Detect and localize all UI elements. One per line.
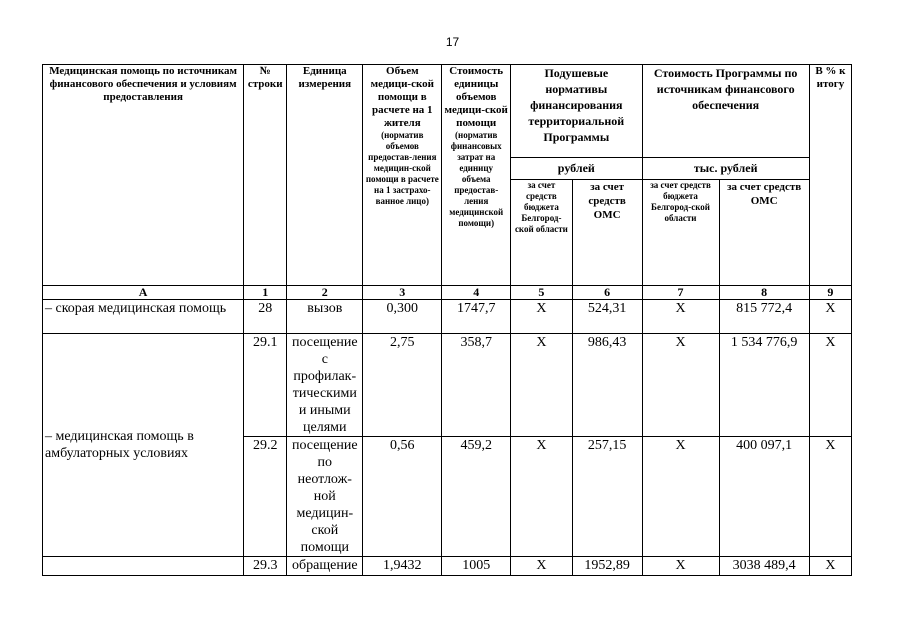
row-label: – скорая медицинская помощь: [43, 300, 244, 334]
row-unit: посещение по неотлож-ной медицин-ской помощи: [287, 437, 363, 557]
row-line-number: 29.1: [244, 334, 287, 437]
header-group-program-cost: Стоимость Программы по источникам финансового обеспечения: [642, 65, 809, 158]
row-budget-cost: Х: [642, 557, 719, 576]
column-number-row: [43, 286, 852, 300]
row-budget-cost: Х: [642, 300, 719, 334]
row-unit: вызов: [287, 300, 363, 334]
header-col-1: № строки: [244, 65, 287, 286]
row-oms-cost: 1 534 776,9: [719, 334, 809, 437]
column-number: 5: [511, 286, 573, 300]
row-label: [43, 557, 244, 576]
row-line-number: 28: [244, 300, 287, 334]
header-col-4: [442, 65, 511, 286]
header-col-3-main: Объем медици-ской помощи в расчете на 1 жителя: [370, 65, 434, 129]
row-oms-cost: 815 772,4: [719, 300, 809, 334]
row-budget-cost: Х: [642, 437, 719, 557]
table-row: [43, 300, 852, 334]
header-col-9: В % к итогу: [809, 65, 851, 286]
row-unit: посещение с профилак-тическими и иными целями: [287, 334, 363, 437]
medical-care-table: [42, 64, 852, 576]
header-col-8: за счет средств ОМС: [719, 180, 809, 286]
header-col-3: [363, 65, 442, 286]
row-oms-norm: 257,15: [572, 437, 642, 557]
header-col-5: за счет средств бюджета Белгород-ской области: [511, 180, 573, 286]
row-percent: Х: [809, 334, 851, 437]
column-number: 7: [642, 286, 719, 300]
row-unit: обращение: [287, 557, 363, 576]
table-row: [43, 334, 852, 437]
row-volume: 0,56: [363, 437, 442, 557]
row-percent: Х: [809, 437, 851, 557]
header-row: [43, 65, 852, 158]
table-row: [43, 557, 852, 576]
row-oms-cost: 3038 489,4: [719, 557, 809, 576]
row-volume: 2,75: [363, 334, 442, 437]
row-line-number: 29.3: [244, 557, 287, 576]
header-col-3-sub: (норматив объемов предостав-ления медицин-ской помощи в расчете на 1 застрахо-ванное лицо): [365, 130, 439, 206]
page-number: 17: [445, 35, 460, 49]
header-col-4-main: Стоимость единицы объемов медици-ской помощи: [444, 65, 508, 129]
row-budget-cost: Х: [642, 334, 719, 437]
column-number: 9: [809, 286, 851, 300]
column-number: 2: [287, 286, 363, 300]
header-col-2: Единица измерения: [287, 65, 363, 286]
header-unit-thousand-rubles: тыс. рублей: [642, 158, 809, 180]
row-budget-norm: Х: [511, 437, 573, 557]
header-col-6: за счет средств ОМС: [572, 180, 642, 286]
header-unit-rubles: рублей: [511, 158, 642, 180]
column-number: 4: [442, 286, 511, 300]
row-line-number: 29.2: [244, 437, 287, 557]
row-label: – медицинская помощь в амбулаторных условиях: [43, 334, 244, 557]
column-number: 3: [363, 286, 442, 300]
column-number: А: [43, 286, 244, 300]
column-number: 6: [572, 286, 642, 300]
header-col-a: Медицинская помощь по источникам финансового обеспечения и условиям предоставления: [43, 65, 244, 286]
row-budget-norm: Х: [511, 334, 573, 437]
header-col-7: за счет средств бюджета Белгород-ской области: [642, 180, 719, 286]
header-group-per-capita: Подушевые нормативы финансирования территориальной Программы: [511, 65, 642, 158]
row-volume: 1,9432: [363, 557, 442, 576]
header-col-4-sub: (норматив финансовых затрат на единицу объема предостав-ления медицинской помощи): [449, 130, 504, 228]
row-percent: Х: [809, 557, 851, 576]
row-oms-norm: 1952,89: [572, 557, 642, 576]
row-volume: 0,300: [363, 300, 442, 334]
row-oms-cost: 400 097,1: [719, 437, 809, 557]
row-budget-norm: Х: [511, 300, 573, 334]
row-cost: 1005: [442, 557, 511, 576]
row-oms-norm: 524,31: [572, 300, 642, 334]
column-number: 8: [719, 286, 809, 300]
row-oms-norm: 986,43: [572, 334, 642, 437]
column-number: 1: [244, 286, 287, 300]
row-cost: 459,2: [442, 437, 511, 557]
row-cost: 358,7: [442, 334, 511, 437]
row-percent: Х: [809, 300, 851, 334]
row-budget-norm: Х: [511, 557, 573, 576]
row-cost: 1747,7: [442, 300, 511, 334]
